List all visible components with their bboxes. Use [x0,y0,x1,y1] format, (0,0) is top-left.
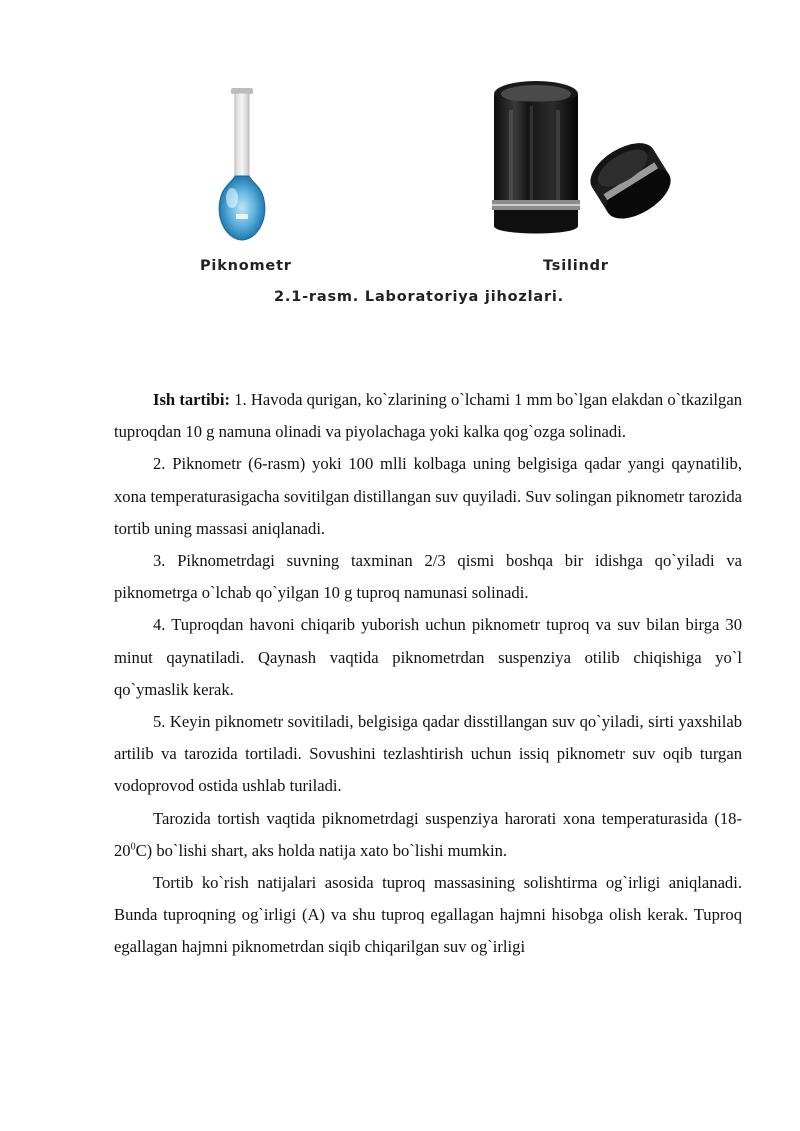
lab-equipment-figure [0,0,800,330]
paragraph-5: 5. Keyin piknometr sovitiladi, belgisiga qadar disstillangan suv qo`yiladi, sirti yaxshilab artilib va tarozida tortiladi. Sovushini tezlashtirish uchun issiq piknometr suv oqib turgan vodoprovod ostida ushlab turiladi. [114,712,742,796]
paragraph-1 [114,384,742,448]
equipment-illustration [0,0,800,330]
cylinder-lid-icon [582,133,679,229]
paragraph-3: 3. Piknometrdagi suvning taxminan 2/3 qismi boshqa bir idishga qo`yiladi va piknometrga o`lchab qo`yilgan 10 g tuproq namunasi solinadi. [114,551,742,603]
paragraph-2: 2. Piknometr (6-rasm) yoki 100 mlli kolbaga uning belgisiga qadar yangi qaynatilib, xona temperaturasigacha sovitilgan distillangan suv quyiladi. Suv solingan piknometr tarozida tortib uning massasi aniqlanadi. [114,454,742,538]
cylinder-label: Tsilindr [543,258,609,274]
pycnometer-flask-icon [219,88,265,240]
paragraph-7: Tortib ko`rish natijalari asosida tuproq massasining solishtirma og`irligi aniqlanadi. Bunda tuproqning og`irligi (A) va shu tuproq egallagan hajmni hisobga olish kerak. Tuproq egallagan hajmni piknometrdan siqib chiqarilgan suv og`irligi [114,873,742,957]
paragraph-4: 4. Tuproqdan havoni chiqarib yuborish uchun piknometr tuproq va suv bilan birga 30 minut qaynatiladi. Qaynash vaqtida piknometrdan suspenziya otilib chiqishiga yo`l qo`ymaslik kerak. [114,615,742,699]
pycnometer-label: Piknometr [200,258,292,274]
paragraph-6-text-a: Tarozida tortish vaqtida piknometrdagi suspenziya harorati xona temperaturasida (18-20 [114,808,742,860]
paragraph-6 [114,803,742,867]
paragraph-1-text: 1. Havoda qurigan, ko`zlarining o`lchami 1 mm bo`lgan elakdan o`tkazilgan tuproqdan 10 g namuna olinadi va piyolachaga yoki kalka qog`ozga solinadi. [114,390,742,442]
procedure-text [114,384,742,964]
cylinder-container-icon [492,81,580,234]
procedure-heading: Ish tartibi: [153,390,231,409]
degree-superscript: 0 [130,841,136,853]
paragraph-6-text-b: C) bo`lishi shart, aks holda natija xato bo`lishi mumkin. [135,840,508,860]
figure-caption: 2.1-rasm. Laboratoriya jihozlari. [274,289,564,305]
